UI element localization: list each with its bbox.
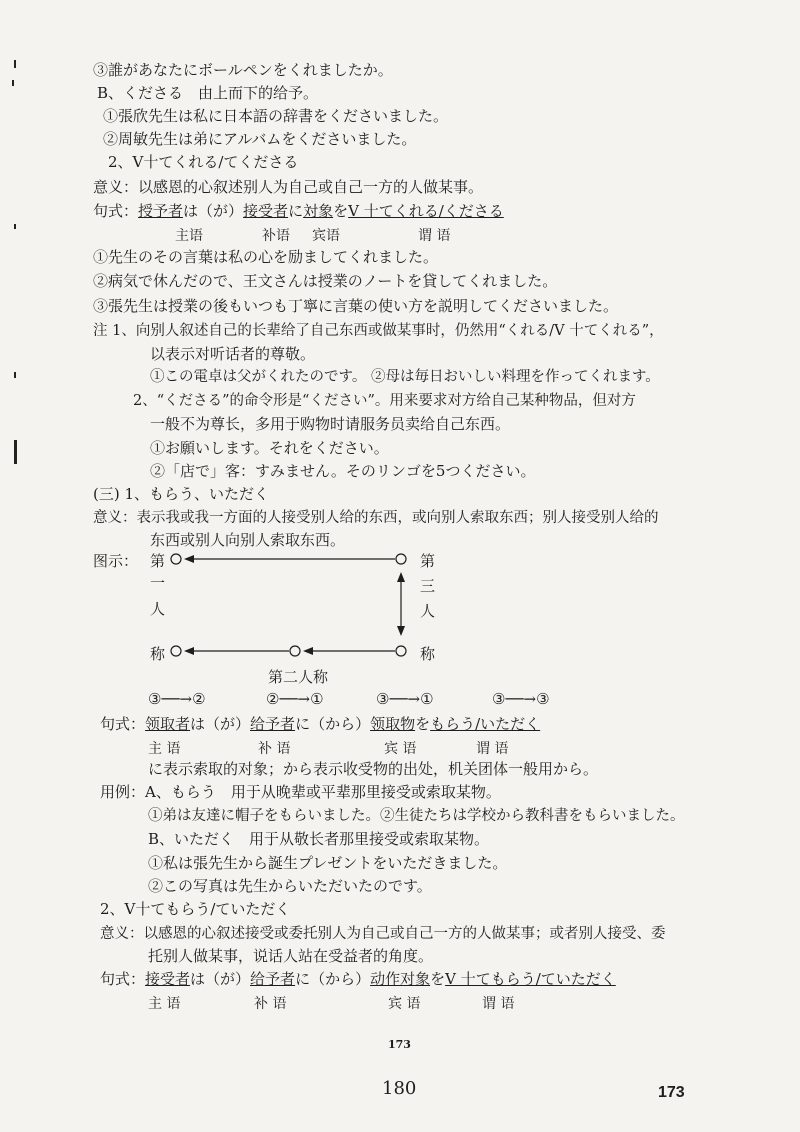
flow-item: ③──→② (148, 690, 206, 708)
arrowhead (184, 647, 194, 655)
pattern-part: 授予者 (138, 202, 184, 220)
pattern-particle: は（が） (190, 970, 251, 988)
role-label: 补语 (262, 228, 290, 244)
role-label: 宾语 (312, 228, 340, 244)
diagram-third-person: 人 (420, 602, 436, 620)
example-line: ①お願いします。それをください。 (150, 439, 389, 457)
example-line: ②この写真は先生からいただいたのです。 (148, 877, 432, 895)
role-label: 谓 语 (476, 741, 509, 757)
role-label: 主 语 (148, 741, 181, 757)
role-label: 主 语 (148, 996, 181, 1012)
meaning-line: 托别人做某事，说话人站在受益者的角度。 (148, 947, 434, 965)
role-label: 补 语 (254, 996, 287, 1012)
section-heading: (三) 1、もらう、いただく (93, 485, 270, 503)
note-line: 注 1、向别人叙述自己的长辈给了自己东西或做某事时，仍然用“くれる/V 十てくれる”， (93, 323, 664, 339)
note-line: 一般不为尊长，多用于购物时请服务员卖给自己东西。 (150, 415, 511, 433)
diagram-second-person: 第二人称 (268, 668, 329, 686)
example-line: ①私は張先生から誕生プレゼントをいただきました。 (148, 854, 508, 872)
example-line: ②周敏先生は弟にアルバムをくださいました。 (103, 130, 417, 148)
node-first-bottom (171, 646, 181, 656)
meaning-line: 意义：以感恩的心叙述接受或委托别人为自己或自己一方的人做某事；或者别人接受、委 (100, 926, 666, 942)
pattern-particle: を (415, 715, 431, 733)
scan-mark (14, 224, 16, 229)
example-line: ③誰があなたにボールペンをくれましたか。 (93, 61, 393, 79)
flow-item: ②──→① (266, 690, 324, 708)
page-number: 180 (382, 1078, 417, 1099)
pattern-particle: に (288, 202, 304, 220)
note-line: 2、“くださる”的命令形是“ください”。用来要求对方给自己某种物品，但对方 (133, 393, 636, 409)
pattern-part: 给予者 (250, 715, 296, 733)
pattern-part: V 十てもらう/ていただく (445, 970, 616, 988)
role-label: 谓 语 (482, 996, 515, 1012)
role-label: 宾 语 (384, 741, 417, 757)
example-line: ②「店で」客：すみません。そのリンゴを5つください。 (150, 462, 536, 480)
diagram-third-person: 第 (420, 552, 436, 570)
pattern-part: 接受者 (145, 970, 191, 988)
meaning-line: 意义：表示我或我一方面的人接受别人给的东西，或向别人索取东西；别人接受别人给的 (93, 510, 659, 526)
pattern-part: 领取物 (370, 715, 416, 733)
diagram-label: 图示： (93, 552, 139, 570)
pattern-part: 给予者 (250, 970, 296, 988)
pattern-part: 接受者 (243, 202, 289, 220)
diagram-third-person: 三 (420, 577, 436, 595)
inner-page-number: 173 (388, 1038, 411, 1051)
example-line: ②病気で休んだので、王文さんは授業のノートを貸してくれました。 (93, 272, 558, 290)
scan-mark (14, 60, 16, 68)
arrowhead (397, 572, 405, 582)
node-third-top (396, 554, 406, 564)
node-third-bottom (396, 646, 406, 656)
example-line: ①先生のその言葉は私の心を励ましてくれました。 (93, 248, 439, 266)
section-heading: 2、V十てくれる/てくださる (108, 153, 299, 171)
diagram-first-person: 人 (150, 600, 166, 618)
pattern-label: 句式： (100, 970, 146, 988)
diagram-first-person: 一 (150, 574, 166, 592)
scan-mark (14, 440, 17, 464)
flow-item: ③──→③ (492, 690, 550, 708)
section-heading: 2、V十てもらう/ていただく (100, 900, 291, 918)
pattern-label: 句式： (93, 202, 139, 220)
pattern-particle: を (430, 970, 446, 988)
arrowhead (397, 626, 405, 636)
example-line: ①張欣先生は私に日本語の辞書をくださいました。 (103, 107, 449, 125)
pattern-particle: は（が） (183, 202, 244, 220)
pattern-label: 句式： (100, 715, 146, 733)
pattern-particle: を (333, 202, 349, 220)
diagram-first-person: 称 (150, 645, 166, 663)
pattern-part: もらう/いただく (430, 715, 541, 733)
meaning-line: 东西或别人向别人索取东西。 (150, 531, 346, 549)
diagram-third-person: 称 (420, 645, 436, 663)
section-heading: B、くださる 由上而下的给予。 (97, 84, 319, 102)
example-line: ③張先生は授業の後もいつも丁寧に言葉の使い方を説明してくださいました。 (93, 297, 619, 315)
corner-page-number: 173 (658, 1084, 685, 1101)
pattern-part: 対象 (303, 202, 334, 220)
meaning-line: 意义：以感恩的心叙述别人为自己或自己一方的人做某事。 (93, 178, 484, 196)
pattern-particle: は（が） (190, 715, 251, 733)
role-label: 谓 语 (418, 228, 451, 244)
pattern-2 (100, 714, 540, 734)
pattern-particle: に（から） (295, 970, 371, 988)
usage-line: B、いただく 用于从敬长者那里接受或索取某物。 (148, 830, 490, 848)
pattern-3 (100, 969, 616, 989)
flow-item: ③──→① (376, 690, 434, 708)
explanation-line: に表示索取的对象；から表示收受物的出处，机关团体一般用から。 (148, 760, 599, 778)
pattern-part: 动作对象 (370, 970, 431, 988)
note-line: 以表示对听话者的尊敬。 (150, 345, 316, 363)
pattern-part: V 十てくれる/くださる (348, 202, 504, 220)
node-second (290, 646, 300, 656)
arrowhead (303, 647, 313, 655)
diagram-first-person: 第 (150, 552, 166, 570)
example-line: ①この電卓は父がくれたのです。 ②母は毎日おいしい料理を作ってくれます。 (150, 369, 660, 385)
example-line: ①弟は友達に帽子をもらいました。②生徒たちは学校から教科書をもらいました。 (148, 808, 685, 824)
role-label: 主语 (175, 228, 203, 244)
usage-line: 用例：A、もらう 用于从晚辈或平辈那里接受或索取某物。 (100, 783, 501, 801)
pattern-particle: に（から） (295, 715, 371, 733)
node-first-top (171, 554, 181, 564)
role-label: 补 语 (258, 741, 291, 757)
arrowhead (184, 555, 194, 563)
role-label: 宾 语 (388, 996, 421, 1012)
scan-mark (14, 372, 16, 378)
scan-mark (12, 80, 14, 86)
pattern-part: 领取者 (145, 715, 191, 733)
pattern-1 (93, 201, 504, 221)
